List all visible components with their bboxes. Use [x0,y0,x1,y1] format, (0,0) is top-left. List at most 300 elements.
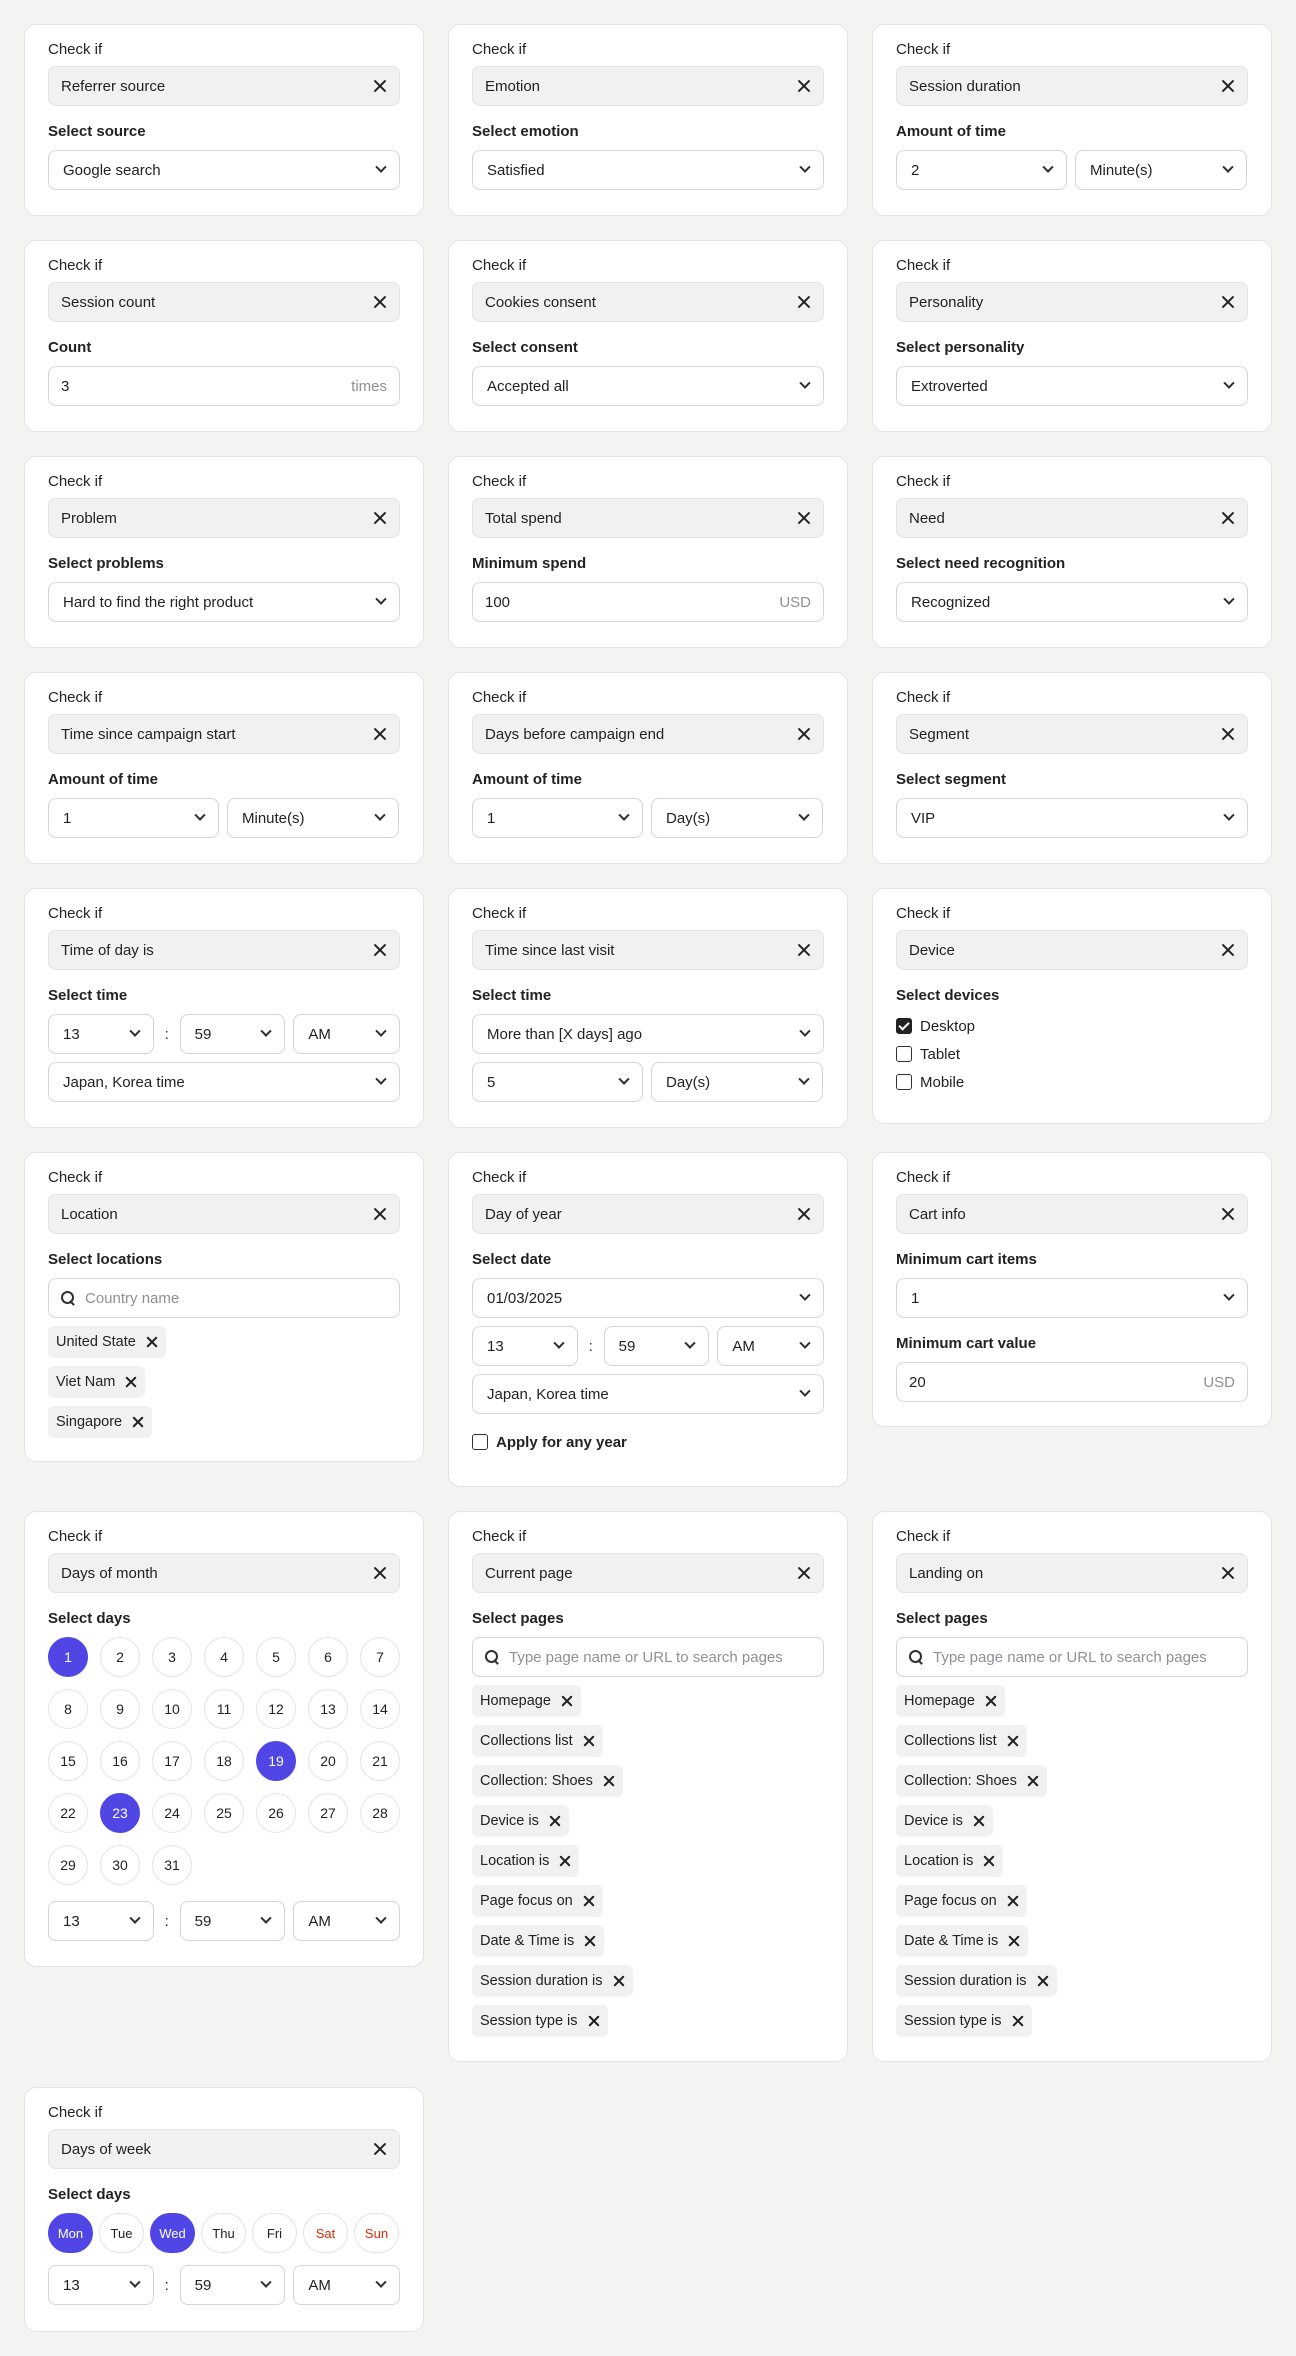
location-tags [48,1326,400,1438]
remove-tag-icon[interactable] [559,1855,571,1867]
condition-card-current-page [448,1511,848,2062]
unit-select[interactable] [651,798,823,838]
close-icon[interactable] [1221,1566,1235,1580]
checkbox-checked[interactable] [896,1018,912,1034]
condition-card-location [24,1152,424,1462]
tag-label: Session type is [480,2013,578,2029]
condition-card-last-visit [448,888,848,1128]
field-label: Select devices [896,987,1000,1004]
count-input[interactable] [48,366,400,406]
day-of-month-30[interactable]: 30 [100,1845,140,1885]
field-label: Minimum cart value [896,1335,1037,1352]
day-of-week-wed[interactable]: Wed [150,2213,195,2253]
tag-label: Session duration is [480,1973,603,1989]
day-of-week-tue[interactable]: Tue [99,2213,144,2253]
tag-label: Collection: Shoes [904,1773,1017,1789]
time-separator: : [588,1337,593,1355]
condition-type-text: Location [61,1205,118,1223]
any-year-option[interactable] [472,1434,824,1450]
chevron-down-icon [1223,810,1234,821]
amount-select[interactable] [896,150,1067,190]
page-tag [472,1685,581,1717]
select-value: Minute(s) [242,809,305,827]
checkbox[interactable] [896,1074,912,1090]
source-select[interactable] [48,150,400,190]
day-of-week-fri[interactable]: Fri [252,2213,297,2253]
page-tag [896,1845,1003,1877]
condition-type-field[interactable] [48,282,400,322]
condition-card-cookies [448,240,848,432]
close-icon[interactable] [797,511,811,525]
page-tag [896,2005,1032,2037]
condition-type-text: Cart info [909,1205,966,1223]
remove-tag-icon[interactable] [583,1895,595,1907]
segment-select[interactable] [896,798,1248,838]
tag-label: United State [56,1334,136,1350]
field-label: Select personality [896,339,1025,356]
select-value: 59 [194,2276,212,2294]
day-of-month-27[interactable]: 27 [308,1793,348,1833]
remove-tag-icon[interactable] [125,1376,137,1388]
condition-type-field[interactable] [472,282,824,322]
tag-label: Homepage [904,1693,975,1709]
tag-label: Location is [904,1853,974,1869]
day-of-month-31[interactable]: 31 [152,1845,192,1885]
day-of-month-21[interactable]: 21 [360,1741,400,1781]
select-value: 59 [194,1912,212,1930]
input-suffix: times [351,377,387,395]
remove-tag-icon[interactable] [1007,1735,1019,1747]
field-label: Select pages [896,1610,988,1627]
time-separator: : [164,2276,169,2294]
condition-type-field[interactable] [896,282,1248,322]
chevron-down-icon [799,1026,810,1037]
check-if-label: Check if [48,689,103,706]
condition-type-field[interactable] [896,498,1248,538]
unit-select[interactable] [651,1062,823,1102]
condition-type-field[interactable] [472,498,824,538]
remove-tag-icon[interactable] [613,1975,625,1987]
day-of-week-sun[interactable]: Sun [354,2213,399,2253]
tag-label: Page focus on [480,1893,573,1909]
chevron-down-icon [261,2277,272,2288]
day-of-month-17[interactable]: 17 [152,1741,192,1781]
amount-select[interactable] [472,798,643,838]
condition-type-field[interactable] [472,714,824,754]
timezone-select[interactable] [472,1374,824,1414]
condition-type-field[interactable] [48,714,400,754]
tag-label: Singapore [56,1414,123,1430]
condition-type-field[interactable] [472,930,824,970]
remove-tag-icon[interactable] [146,1336,158,1348]
page-tag [472,1885,603,1917]
condition-type-field[interactable] [48,1553,400,1593]
page-tag [472,1805,569,1837]
minute-select[interactable] [180,2265,286,2305]
close-icon[interactable] [1221,727,1235,741]
select-value: AM [308,2276,331,2294]
check-if-label: Check if [896,1169,951,1186]
chevron-down-icon [375,162,386,173]
field-label: Select pages [472,1610,564,1627]
ampm-select[interactable] [717,1326,824,1366]
ampm-select[interactable] [293,2265,400,2305]
chevron-down-icon [1223,1290,1234,1301]
day-of-month-4[interactable]: 4 [204,1637,244,1677]
device-option-desktop[interactable] [896,1018,1248,1034]
page-tag [896,1765,1047,1797]
condition-type-field[interactable] [472,1553,824,1593]
select-value: 59 [194,1025,212,1043]
unit-select[interactable] [227,798,399,838]
select-value: Japan, Korea time [63,1073,185,1091]
page-tag [472,1965,633,1997]
condition-type-text: Session duration [909,77,1021,95]
remove-tag-icon[interactable] [985,1695,997,1707]
time-separator: : [164,1912,169,1930]
condition-type-text: Referrer source [61,77,166,95]
condition-type-field[interactable] [896,1194,1248,1234]
day-of-month-1[interactable]: 1 [48,1637,88,1677]
chevron-down-icon [1223,594,1234,605]
need-select[interactable] [896,582,1248,622]
mode-select[interactable] [472,1014,824,1054]
check-if-label: Check if [896,257,951,274]
field-label: Select source [48,123,146,140]
chevron-down-icon [799,1386,810,1397]
remove-tag-icon[interactable] [132,1416,144,1428]
field-label: Minimum cart items [896,1251,1037,1268]
condition-card-session-duration [872,24,1272,216]
check-if-label: Check if [472,41,527,58]
condition-type-text: Session count [61,293,156,311]
minute-select[interactable] [180,1014,286,1054]
option-label: Apply for any year [496,1433,627,1451]
chevron-down-icon [375,1074,386,1085]
day-of-month-25[interactable]: 25 [204,1793,244,1833]
amount-select[interactable] [472,1062,643,1102]
date-select[interactable] [472,1278,824,1318]
day-of-month-28[interactable]: 28 [360,1793,400,1833]
chevron-down-icon [685,1338,696,1349]
remove-tag-icon[interactable] [583,1735,595,1747]
day-of-month-14[interactable]: 14 [360,1689,400,1729]
day-of-month-16[interactable]: 16 [100,1741,140,1781]
tag-label: Viet Nam [56,1374,116,1390]
remove-tag-icon[interactable] [1027,1775,1039,1787]
chevron-down-icon [799,1338,810,1349]
check-if-label: Check if [896,1528,951,1545]
condition-type-field[interactable] [472,1194,824,1234]
chevron-down-icon [798,810,809,821]
close-icon[interactable] [1221,295,1235,309]
close-icon[interactable] [373,79,387,93]
emotion-select[interactable] [472,150,824,190]
day-of-month-12[interactable]: 12 [256,1689,296,1729]
check-if-label: Check if [472,1169,527,1186]
field-label: Amount of time [896,123,1006,140]
hour-select[interactable] [48,1901,154,1941]
chevron-down-icon [618,1074,629,1085]
check-if-label: Check if [48,1169,103,1186]
minute-select[interactable] [180,1901,286,1941]
tag-label: Page focus on [904,1893,997,1909]
tag-label: Session type is [904,2013,1002,2029]
chevron-down-icon [1223,378,1234,389]
condition-card-session-count [24,240,424,432]
tag-label: Session duration is [904,1973,1027,1989]
condition-card-total-spend [448,456,848,648]
close-icon[interactable] [797,1207,811,1221]
condition-card-device [872,888,1272,1124]
day-of-month-9[interactable]: 9 [100,1689,140,1729]
condition-card-personality [872,240,1272,432]
chevron-down-icon [798,1074,809,1085]
page-tag [472,1925,604,1957]
condition-type-field[interactable] [896,714,1248,754]
condition-type-field[interactable] [48,498,400,538]
field-label: Select emotion [472,123,579,140]
day-of-month-18[interactable]: 18 [204,1741,244,1781]
close-icon[interactable] [797,727,811,741]
condition-card-campaign-start [24,672,424,864]
condition-type-text: Current page [485,1564,573,1582]
close-icon[interactable] [1221,943,1235,957]
field-label: Select days [48,1610,131,1627]
page-tag [472,1845,579,1877]
tag-label: Collections list [904,1733,997,1749]
chevron-down-icon [261,1913,272,1924]
page-search-input[interactable] [896,1637,1248,1677]
search-placeholder: Type page name or URL to search pages [509,1648,783,1666]
timezone-select[interactable] [48,1062,400,1102]
remove-tag-icon[interactable] [603,1775,615,1787]
day-of-month-15[interactable]: 15 [48,1741,88,1781]
check-if-label: Check if [48,41,103,58]
day-of-month-11[interactable]: 11 [204,1689,244,1729]
close-icon[interactable] [373,295,387,309]
field-label: Select time [472,987,552,1004]
currency-suffix: USD [1203,1373,1235,1391]
field-label: Select locations [48,1251,163,1268]
select-value: 13 [63,1025,80,1043]
unit-select[interactable] [1075,150,1247,190]
hour-select[interactable] [48,1014,154,1054]
condition-type-field[interactable] [48,66,400,106]
remove-tag-icon[interactable] [584,1935,596,1947]
check-if-label: Check if [896,473,951,490]
condition-card-problem [24,456,424,648]
day-of-week-row [48,2213,400,2253]
condition-type-text: Problem [61,509,117,527]
condition-card-segment [872,672,1272,864]
close-icon[interactable] [373,2142,387,2156]
select-value: Accepted all [487,377,569,395]
close-icon[interactable] [1221,511,1235,525]
close-icon[interactable] [373,511,387,525]
remove-tag-icon[interactable] [1037,1975,1049,1987]
select-value: 1 [911,1289,920,1307]
day-of-month-24[interactable]: 24 [152,1793,192,1833]
day-of-month-19[interactable]: 19 [256,1741,296,1781]
close-icon[interactable] [373,943,387,957]
remove-tag-icon[interactable] [1007,1895,1019,1907]
chevron-down-icon [375,594,386,605]
day-of-month-3[interactable]: 3 [152,1637,192,1677]
close-icon[interactable] [797,79,811,93]
condition-type-text: Total spend [485,509,562,527]
condition-type-field[interactable] [896,66,1248,106]
option-label: Mobile [920,1073,965,1091]
check-if-label: Check if [896,905,951,922]
device-option-mobile[interactable] [896,1074,1248,1090]
personality-select[interactable] [896,366,1248,406]
close-icon[interactable] [373,1566,387,1580]
select-value: Japan, Korea time [487,1385,609,1403]
select-value: 13 [63,2276,80,2294]
device-option-tablet[interactable] [896,1046,1248,1062]
chevron-down-icon [1222,162,1233,173]
close-icon[interactable] [797,943,811,957]
select-value: AM [732,1337,755,1355]
minute-select[interactable] [604,1326,710,1366]
check-if-label: Check if [472,689,527,706]
condition-type-text: Need [909,509,945,527]
page-search-input[interactable] [472,1637,824,1677]
tag-label: Homepage [480,1693,551,1709]
page-tag [896,1965,1057,1997]
chevron-down-icon [261,1026,272,1037]
consent-select[interactable] [472,366,824,406]
close-icon[interactable] [373,727,387,741]
remove-tag-icon[interactable] [983,1855,995,1867]
day-of-month-2[interactable]: 2 [100,1637,140,1677]
field-label: Select problems [48,555,164,572]
field-label: Count [48,339,92,356]
tag-label: Location is [480,1853,550,1869]
search-placeholder: Type page name or URL to search pages [933,1648,1207,1666]
chevron-down-icon [129,1913,140,1924]
check-if-label: Check if [472,1528,527,1545]
check-if-label: Check if [472,473,527,490]
remove-tag-icon[interactable] [549,1815,561,1827]
close-icon[interactable] [1221,1207,1235,1221]
condition-type-text: Day of year [485,1205,562,1223]
select-value: VIP [911,809,936,827]
field-label: Select need recognition [896,555,1066,572]
select-value: 13 [63,1912,80,1930]
day-of-week-sat[interactable]: Sat [303,2213,348,2253]
day-of-month-23[interactable]: 23 [100,1793,140,1833]
day-of-month-20[interactable]: 20 [308,1741,348,1781]
check-if-label: Check if [48,905,103,922]
input-value: 3 [61,377,70,395]
day-of-month-22[interactable]: 22 [48,1793,88,1833]
field-label: Select days [48,2186,131,2203]
check-if-label: Check if [48,1528,103,1545]
close-icon[interactable] [797,1566,811,1580]
field-label: Select consent [472,339,578,356]
condition-card-time-of-day [24,888,424,1128]
remove-tag-icon[interactable] [1012,2015,1024,2027]
day-of-month-5[interactable]: 5 [256,1637,296,1677]
condition-type-text: Emotion [485,77,541,95]
close-icon[interactable] [797,295,811,309]
remove-tag-icon[interactable] [973,1815,985,1827]
checkbox[interactable] [472,1434,488,1450]
chevron-down-icon [375,2277,386,2288]
select-value: 1 [63,809,72,827]
day-of-month-7[interactable]: 7 [360,1637,400,1677]
tag-label: Date & Time is [904,1933,999,1949]
condition-type-text: Time of day is [61,941,154,959]
chevron-down-icon [375,1913,386,1924]
country-search-input[interactable] [48,1278,400,1318]
day-of-month-13[interactable]: 13 [308,1689,348,1729]
check-if-label: Check if [896,41,951,58]
check-if-label: Check if [48,2104,103,2121]
remove-tag-icon[interactable] [588,2015,600,2027]
close-icon[interactable] [373,1207,387,1221]
chevron-down-icon [374,810,385,821]
condition-type-field[interactable] [896,1553,1248,1593]
day-of-month-26[interactable]: 26 [256,1793,296,1833]
ampm-select[interactable] [293,1014,400,1054]
search-placeholder: Country name [85,1289,180,1307]
close-icon[interactable] [1221,79,1235,93]
condition-type-text: Time since campaign start [61,725,236,743]
condition-card-need [872,456,1272,648]
select-value: Satisfied [487,161,545,179]
hour-select[interactable] [48,2265,154,2305]
option-label: Tablet [920,1045,961,1063]
problem-select[interactable] [48,582,400,622]
location-tag [48,1406,152,1438]
day-of-week-thu[interactable]: Thu [201,2213,246,2253]
condition-type-text: Days before campaign end [485,725,665,743]
field-label: Select date [472,1251,552,1268]
condition-type-field[interactable] [48,2129,400,2169]
checkbox[interactable] [896,1046,912,1062]
field-label: Select segment [896,771,1007,788]
day-of-week-mon[interactable]: Mon [48,2213,93,2253]
location-tag [48,1326,166,1358]
day-of-month-6[interactable]: 6 [308,1637,348,1677]
hour-select[interactable] [472,1326,578,1366]
condition-type-field[interactable] [48,1194,400,1234]
amount-select[interactable] [48,798,219,838]
cart-value-input[interactable] [896,1362,1248,1402]
condition-card-landing-on [872,1511,1272,2062]
spend-input[interactable] [472,582,824,622]
condition-card-day-of-year [448,1152,848,1487]
day-of-month-8[interactable]: 8 [48,1689,88,1729]
option-label: Desktop [920,1017,976,1035]
time-separator: : [164,1025,169,1043]
ampm-select[interactable] [293,1901,400,1941]
remove-tag-icon[interactable] [561,1695,573,1707]
condition-type-field[interactable] [896,930,1248,970]
day-of-month-10[interactable]: 10 [152,1689,192,1729]
day-of-month-29[interactable]: 29 [48,1845,88,1885]
cart-items-select[interactable] [896,1278,1248,1318]
select-value: Minute(s) [1090,161,1153,179]
remove-tag-icon[interactable] [1008,1935,1020,1947]
condition-type-field[interactable] [472,66,824,106]
condition-type-field[interactable] [48,930,400,970]
chevron-down-icon [799,162,810,173]
select-value: Google search [63,161,161,179]
